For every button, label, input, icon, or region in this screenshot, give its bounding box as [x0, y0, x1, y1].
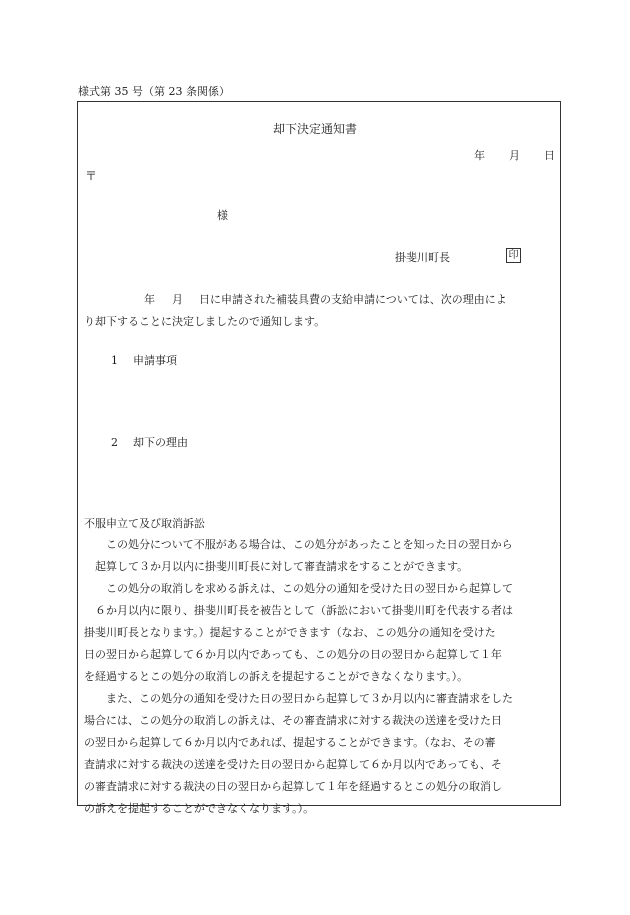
paragraph-line: この処分について不服がある場合は、この処分があったことを知った日の翌日から: [106, 538, 513, 551]
item-1-number: 1: [111, 354, 118, 367]
paragraph-line: この処分の取消しを求める訴えは、この処分の通知を受けた日の翌日から起算して: [106, 582, 513, 595]
body-year-label: 年: [144, 293, 155, 306]
mayor-title: 掛斐川町長: [395, 251, 450, 264]
paragraph-line: 起算して３か月以内に掛斐川町長に対して審査請求をすることができます。: [95, 560, 469, 573]
date-month-label: 月: [509, 149, 520, 162]
date-year-label: 年: [474, 149, 485, 162]
appeal-heading: 不服申立て及び取消訴訟: [84, 517, 205, 530]
paragraph-line: また、この処分の通知を受けた日の翌日から起算して３か月以内に審査請求をした: [106, 692, 513, 705]
date-day-label: 日: [544, 149, 555, 162]
item-2-number: 2: [111, 436, 118, 449]
postal-mark: 〒: [85, 169, 98, 183]
body-line-2: り却下することに決定しましたので通知します。: [84, 315, 326, 328]
paragraph-line: 掛斐川町長となります。）提起することができます（なお、この処分の通知を受けた: [84, 626, 496, 639]
paragraph-line: 査請求に対する裁決の送達を受けた日の翌日から起算して６か月以内であっても、そ: [84, 758, 502, 771]
document-title: 却下決定通知書: [272, 122, 357, 136]
paragraph-line: の審査請求に対する裁決の日の翌日から起算して１年を経過するとこの処分の取消し: [84, 780, 502, 793]
body-month-label: 月: [172, 293, 183, 306]
item-1-label: 申請事項: [133, 354, 177, 367]
paragraph-line: ６か月以内に限り、掛斐川町長を被告として（訴訟において掛斐川町を代表する者は: [95, 604, 513, 617]
item-2-label: 却下の理由: [133, 436, 188, 449]
paragraph-line: の翌日から起算して６か月以内であれば、提起することができます。（なお、その審: [84, 736, 496, 749]
addressee-suffix: 様: [217, 209, 228, 222]
paragraph-line: 場合には、この処分の取消しの訴えは、その審査請求に対する裁決の送達を受けた日: [84, 714, 502, 727]
body-line-1: [84, 294, 507, 305]
paragraph-line: 日の翌日から起算して６か月以内であっても、この処分の日の翌日から起算して１年: [84, 648, 502, 661]
form-number: 様式第 35 号（第 23 条関係）: [78, 85, 230, 98]
paragraph-line: を経過するとこの処分の取消しの訴えを提起することができなくなります。）。: [84, 670, 469, 683]
body-line-1-text: 日に申請された補装具費の支給申請については、次の理由によ: [199, 293, 507, 306]
paragraph-line: の訴えを提起することができなくなります。）。: [84, 802, 315, 815]
seal-stamp-box: 印: [506, 248, 521, 263]
